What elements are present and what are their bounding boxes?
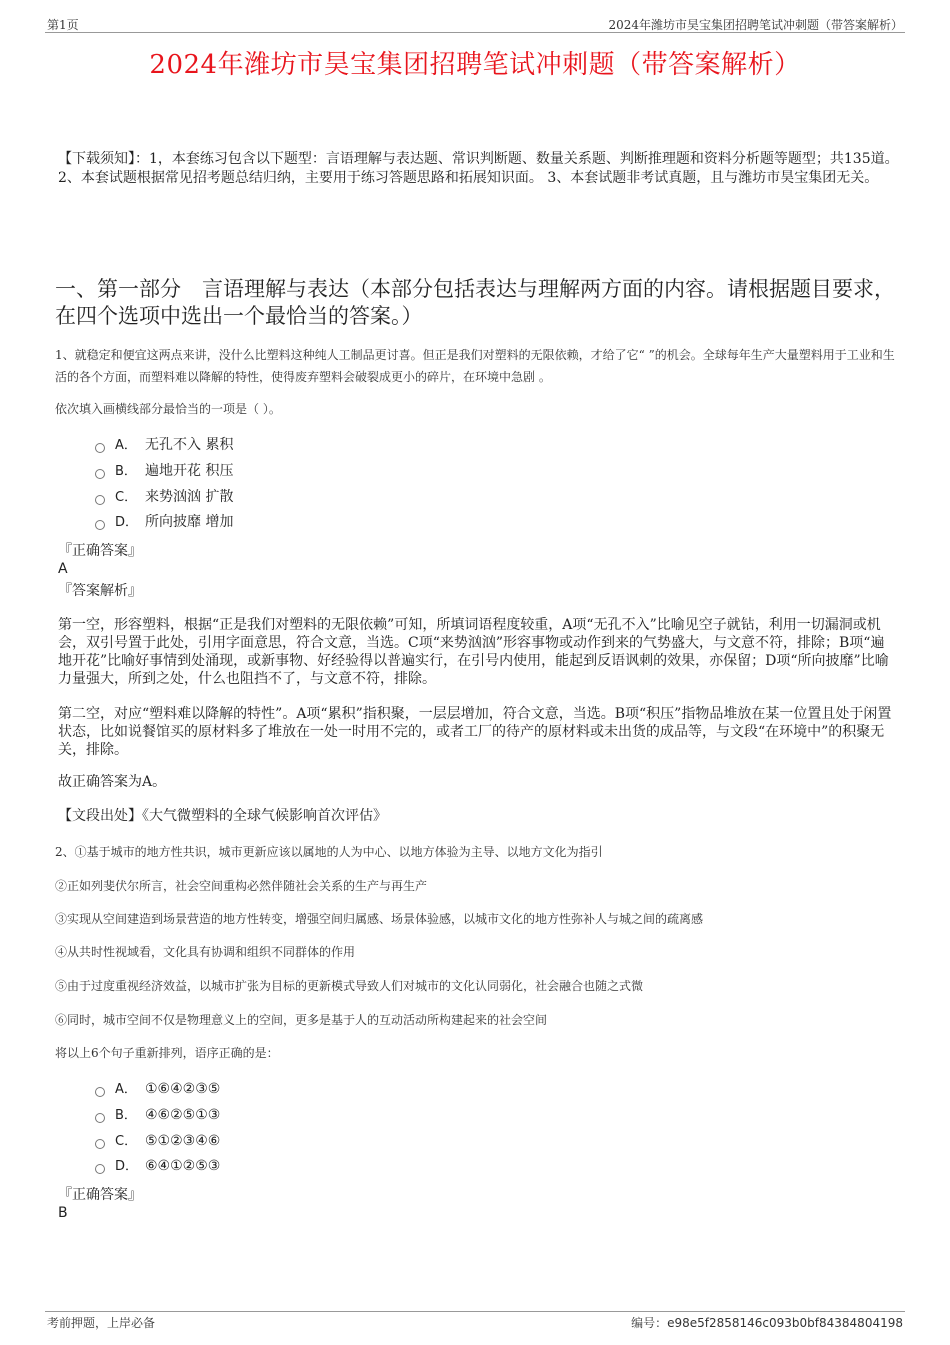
radio-icon[interactable] (95, 520, 105, 530)
footer-slogan: 考前押题，上岸必备 (47, 1316, 156, 1330)
q2-option-b[interactable]: B． ④⑥②⑤①③ (95, 1105, 220, 1125)
footer-code-label: 编号： (631, 1316, 668, 1330)
q1-analysis-paragraph-1: 第一空，形容塑料，根据“正是我们对塑料的无限依赖”可知，所填词语程度较重，A项“无孔不入”比喻见空子就钻，利用一切漏洞或机会，双引号置于此处，引用字面意思，符合文意，当选。C项“来势汹汹”形容事物或动作到来的气势盛大，与文意不符，排除；B项“遍地开花”比喻好事情到处涌现，或新事物、好经验得以普遍实行，在引号内使用，能起到反语讽刺的效果，亦保留；D项“所向披靡”比喻力量强大，所到之处，什么也阻挡不了，与文意不符，排除。 (58, 617, 889, 687)
q2-option-c[interactable]: C． ⑤①②③④⑥ (95, 1131, 220, 1151)
header-doc-title: 2024年潍坊市昊宝集团招聘笔试冲刺题（带答案解析） (608, 18, 903, 32)
q1-answer: A (58, 561, 68, 577)
radio-icon[interactable] (95, 1139, 105, 1149)
question-1-text: 1、就稳定和便宜这两点来讲，没什么比塑料这种纯人工制品更讨喜。但正是我们对塑料的无限依赖，才给了它“ ”的机会。全球每年生产大量塑料用于工业和生活的各个方面，而塑料难以降解的特性，使得废弃塑料会破裂成更小的碎片，在环境中急剧 。 (55, 348, 895, 384)
header-divider (45, 32, 905, 33)
question-2-prompt: 将以上6个句子重新排列，语序正确的是： (55, 1046, 279, 1060)
question-2-line-5: ⑤由于过度重视经济效益，以城市扩张为目标的更新模式导致人们对城市的文化认同弱化，社会融合也随之式微 (55, 979, 644, 993)
q1-analysis-label: 『答案解析』 (58, 583, 142, 599)
page-number: 第1页 (47, 18, 79, 32)
page-title: 2024年潍坊市昊宝集团招聘笔试冲刺题（带答案解析） (149, 50, 801, 80)
download-notice: 【下载须知】：1，本套练习包含以下题型：言语理解与表达题、常识判断题、数量关系题、判断推理题和资料分析题等题型；共135道。 2、本套试题根据常见招考题总结归纳，主要用于练习答题思路和拓展知识面。 3、本套试题非考试真题，且与潍坊市昊宝集团无关。 (58, 151, 899, 186)
radio-icon[interactable] (95, 443, 105, 453)
q1-option-a[interactable]: A． 无孔不入 累积 (95, 435, 233, 455)
radio-icon[interactable] (95, 1113, 105, 1123)
radio-icon[interactable] (95, 1087, 105, 1097)
radio-icon[interactable] (95, 1164, 105, 1174)
footer-code (631, 1314, 903, 1331)
q1-analysis-paragraph-2: 第二空，对应“塑料难以降解的特性”。A项“累积”指积聚，一层层增加，符合文意，当选。B项“积压”指物品堆放在某一位置且处于闲置状态，比如说餐馆买的原材料多了堆放在一处一时用不完的，或者工厂的待产的原材料或未出货的成品等，与文段“在环境中”的积聚无关，排除。 (58, 706, 892, 758)
q1-source: 【文段出处】《大气微塑料的全球气候影响首次评估》 (58, 808, 387, 824)
footer-code-value: e98e5f2858146c093b0bf84384804198 (667, 1316, 903, 1330)
q1-answer-label: 『正确答案』 (58, 543, 142, 559)
q1-option-c[interactable]: C． 来势汹汹 扩散 (95, 487, 233, 507)
q1-conclusion: 故正确答案为A。 (58, 774, 167, 790)
q2-answer-label: 『正确答案』 (58, 1187, 142, 1203)
q1-option-d[interactable]: D． 所向披靡 增加 (95, 512, 233, 532)
radio-icon[interactable] (95, 495, 105, 505)
question-2-line-6: ⑥同时，城市空间不仅是物理意义上的空间，更多是基于人的互动活动所构建起来的社会空间 (55, 1013, 548, 1027)
section-heading: 一、第一部分 言语理解与表达（本部分包括表达与理解两方面的内容。请根据题目要求，在四个选项中选出一个最恰当的答案。） (55, 277, 895, 328)
q2-answer: B (58, 1205, 68, 1221)
question-2-line-3: ③实现从空间建造到场景营造的地方性转变，增强空间归属感、场景体验感，以城市文化的地方性弥补人与城之间的疏离感 (55, 912, 704, 926)
footer-divider (45, 1311, 905, 1312)
radio-icon[interactable] (95, 469, 105, 479)
question-2-line-2: ②正如列斐伏尔所言，社会空间重构必然伴随社会关系的生产与再生产 (55, 879, 428, 893)
q2-option-d[interactable]: D． ⑥④①②⑤③ (95, 1156, 220, 1176)
q2-option-a[interactable]: A． ①⑥④②③⑤ (95, 1079, 220, 1099)
q1-option-b[interactable]: B． 遍地开花 积压 (95, 461, 233, 481)
question-2-line-1: 2、①基于城市的地方性共识，城市更新应该以属地的人为中心、以地方体验为主导、以地方文化为指引 (55, 845, 603, 859)
question-2-line-4: ④从共时性视域看，文化具有协调和组织不同群体的作用 (55, 945, 356, 959)
question-1-prompt: 依次填入画横线部分最恰当的一项是（ ）。 (55, 402, 281, 416)
